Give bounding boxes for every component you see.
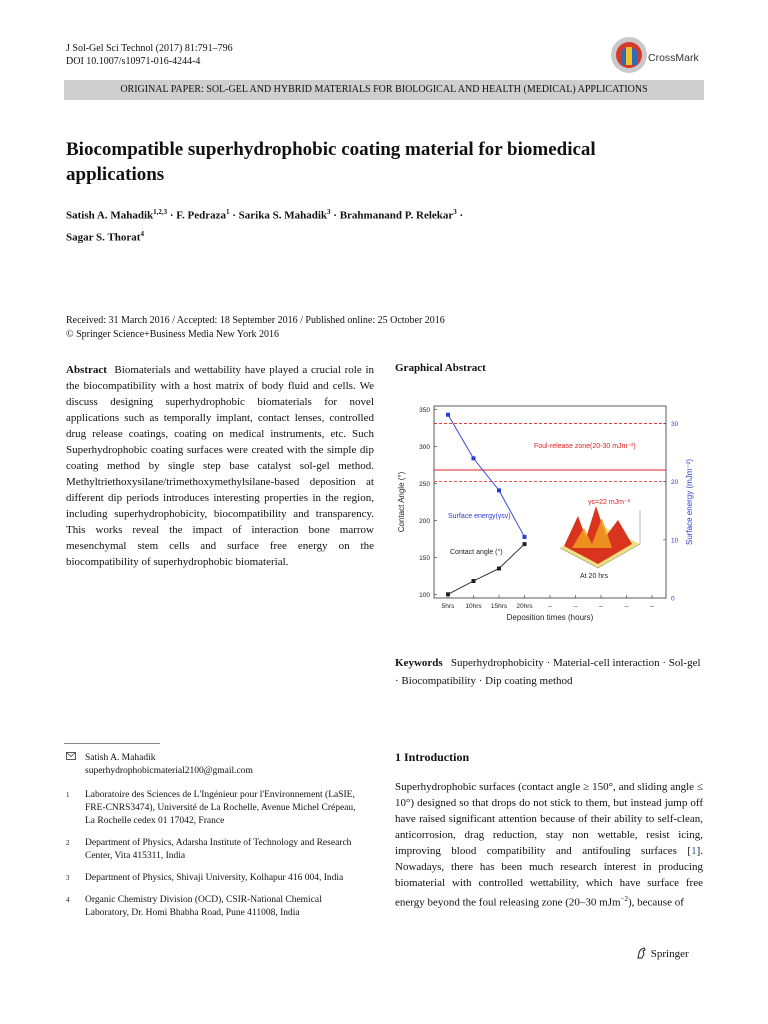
y2-tick-label: 10 — [671, 537, 679, 545]
author-name[interactable]: Sagar S. Thorat — [66, 231, 141, 244]
affiliation-item — [66, 894, 366, 920]
affiliation-item — [66, 789, 366, 828]
foul-release-label: Foul-release zone(20-30 mJm⁻²) — [534, 443, 636, 450]
x-tick-label: 5hrs — [441, 603, 455, 610]
y-tick-label: 250 — [419, 481, 430, 489]
x-tick-label: -- — [649, 603, 655, 610]
intro-text: ]. Nowadays, there has been much research interest in producing biomaterial with controlled wettability, which have surface free energy beyond the foul releasing zone (20–30 mJm — [395, 845, 703, 909]
affiliation-text: Laboratoire des Sciences de L'Ingénieur pour l'Environnement (LaSIE, FRE-CNRS3474), Université de La Rochelle, Avenue Michel Crépeau, La Rochelle cedex 01 17042, France — [85, 790, 356, 826]
y2-tick-label: 0 — [671, 595, 675, 603]
y-tick-label: 300 — [419, 444, 430, 452]
x-tick-label: -- — [598, 603, 604, 610]
journal-citation: J Sol-Gel Sci Technol (2017) 81:791–796 — [66, 43, 233, 54]
author-name[interactable]: Sarika S. Mahadik — [238, 209, 328, 222]
crossmark-label: CrossMark — [648, 52, 699, 64]
affiliation-number: 2 — [66, 839, 70, 847]
keywords-label: Keywords — [395, 657, 443, 669]
y-tick-label: 350 — [419, 407, 430, 415]
citation-link[interactable]: 1 — [691, 845, 697, 857]
abstract — [66, 362, 374, 570]
unit-superscript: −2 — [620, 895, 628, 903]
article-title: Biocompatible superhydrophobic coating material for biomedical applications — [66, 139, 596, 185]
x-axis-label: Deposition times (hours) — [506, 613, 594, 622]
surface-energy-point — [523, 535, 527, 539]
keyword: Biocompatibility — [401, 675, 476, 687]
doi-line[interactable]: DOI 10.1007/s10971-016-4244-4 — [66, 56, 201, 67]
x-tick-label: -- — [547, 603, 553, 610]
surface-energy-point — [446, 413, 450, 417]
y-tick-label: 150 — [419, 554, 430, 562]
inset-caption: At 20 hrs — [580, 573, 609, 580]
contact-angle-point — [497, 566, 501, 570]
intro-text: ), because of — [628, 896, 684, 909]
intro-text: Superhydrophobic surfaces (contact angle ≥ 150°, and sliding angle ≤ 10°) designed so that drops do not stick to them, but instead jump off have raised significant attention because of their ability to self-clean, anticorrosion, drag reduction, stay non wettable, resist icing, improving blood compatibility and antifouling surfaces [ — [395, 781, 703, 857]
x-tick-label: -- — [573, 603, 578, 610]
gamma-c-label: γc=22 mJm⁻² — [588, 499, 631, 506]
section-heading-introduction: 1 Introduction — [395, 750, 470, 764]
affiliation-text: Department of Physics, Shivaji University, Kolhapur 416 004, India — [85, 873, 344, 883]
x-tick-label: 20hrs — [516, 603, 533, 610]
article-type-banner: ORIGINAL PAPER: SOL-GEL AND HYBRID MATERIALS FOR BIOLOGICAL AND HEALTH (MEDICAL) APPLICATIONS — [64, 80, 704, 100]
surface-energy-point — [497, 488, 501, 492]
author-name[interactable]: Satish A. Mahadik — [66, 209, 154, 222]
plot-frame — [434, 406, 666, 598]
affiliation-item — [66, 872, 366, 885]
footnote-separator — [64, 743, 160, 744]
y-tick-label: 200 — [419, 517, 430, 525]
graphical-abstract-heading: Graphical Abstract — [395, 362, 486, 374]
affiliation-text: Organic Chemistry Division (OCD), CSIR-National Chemical Laboratory, Dr. Homi Bhabha Road, Pune 411008, India — [85, 895, 322, 918]
copyright-line: © Springer Science+Business Media New York 2016 — [66, 329, 279, 340]
x-tick-label: 15hrs — [490, 603, 508, 610]
x-tick-label: -- — [624, 603, 629, 610]
springer-horse-icon — [636, 948, 651, 960]
y-tick-label: 100 — [419, 591, 430, 599]
affiliation-list — [66, 789, 366, 920]
corresponding-author: Satish A. Mahadik — [85, 753, 156, 763]
contact-angle-point — [446, 592, 450, 596]
author-affiliation: 1,2,3 — [153, 208, 168, 216]
affiliation-number: 1 — [66, 791, 70, 799]
keyword: Sol-gel — [668, 657, 701, 669]
springer-footer — [636, 947, 689, 960]
envelope-icon — [66, 752, 85, 778]
crossmark-icon — [609, 35, 649, 75]
abstract-label: Abstract — [66, 364, 107, 376]
x-tick-label: 10hrs — [465, 603, 482, 610]
abstract-text: Biomaterials and wettability have played a crucial role in the biocompatibility with a host matrix of body fluid and cells. We discuss designing superhydrophobic biomaterials for novel applications such as temporally implant, contact lenses, controlled drug release coatings, coating on medical instruments, etc. Such Superhydrophobic coating surfaces were created with the simple dip coating method by single step base catalyst sol-gel method. Methyltriethoxysilane/trimethoxymethylsilane-based deposition at different dip periods introduces interesting properties in the region, including superhydrophobicity, biocompatibility and transparency. This works reveal the impact of interaction bone marrow mesenchymal stem cells and surface free energy on the biocompatibility of superhydrophobic biomaterial. — [66, 364, 375, 568]
history-dates: Received: 31 March 2016 / Accepted: 18 September 2016 / Published online: 25 October 2016 — [66, 315, 445, 326]
keywords: Keywords Superhydrophobicity · Material-cell interaction · Sol-gel · Biocompatibility · Dip coating method — [395, 657, 701, 687]
contact-angle-point — [472, 579, 476, 583]
y-axis-label: Contact Angle (°) — [397, 471, 406, 533]
author-affiliation: 1 — [226, 208, 230, 216]
springer-label: Springer — [650, 948, 689, 960]
affiliation-number: 4 — [66, 896, 70, 904]
y2-tick-label: 20 — [671, 479, 679, 487]
email-link[interactable]: superhydrophobicmaterial2100@gmail.com — [85, 766, 253, 776]
keyword: Dip coating method — [485, 675, 573, 687]
affiliation-number: 3 — [66, 874, 70, 882]
keyword: Superhydrophobicity — [450, 657, 544, 669]
surface-energy-point — [472, 456, 476, 460]
author-affiliation: 3 — [327, 208, 331, 216]
author-affiliation: 3 — [453, 208, 457, 216]
keyword: Material-cell interaction — [552, 657, 660, 669]
author-name[interactable]: Brahmanand P. Relekar — [339, 209, 454, 222]
surface-energy-label: Surface energy(γsv) — [448, 513, 511, 520]
correspondence — [66, 752, 366, 778]
contact-angle-label: Contact angle (°) — [450, 549, 503, 556]
y2-tick-label: 30 — [671, 420, 679, 428]
contact-angle-point — [523, 542, 527, 546]
affiliation-item — [66, 837, 366, 863]
author-name[interactable]: F. Pedraza — [176, 209, 226, 222]
author-list: Satish A. Mahadik$^{1,2,3}$ · F. Pedraza$^1$ · Sarika S. Mahadik$^3$ · Brahmanand P. Relekar$^3$ · Sagar S. Thorat$^4$ — [66, 208, 464, 244]
introduction-paragraph — [395, 779, 703, 911]
graphical-abstract-chart — [392, 398, 704, 630]
author-affiliation: 4 — [140, 229, 144, 238]
affiliation-text: Department of Physics, Adarsha Institute of Technology and Research Center, Vita 415311, India — [85, 838, 352, 861]
y2-axis-label: Surface energy (mJm⁻²) — [685, 458, 694, 546]
chart-svg — [392, 398, 704, 630]
publication-dates — [66, 314, 706, 342]
